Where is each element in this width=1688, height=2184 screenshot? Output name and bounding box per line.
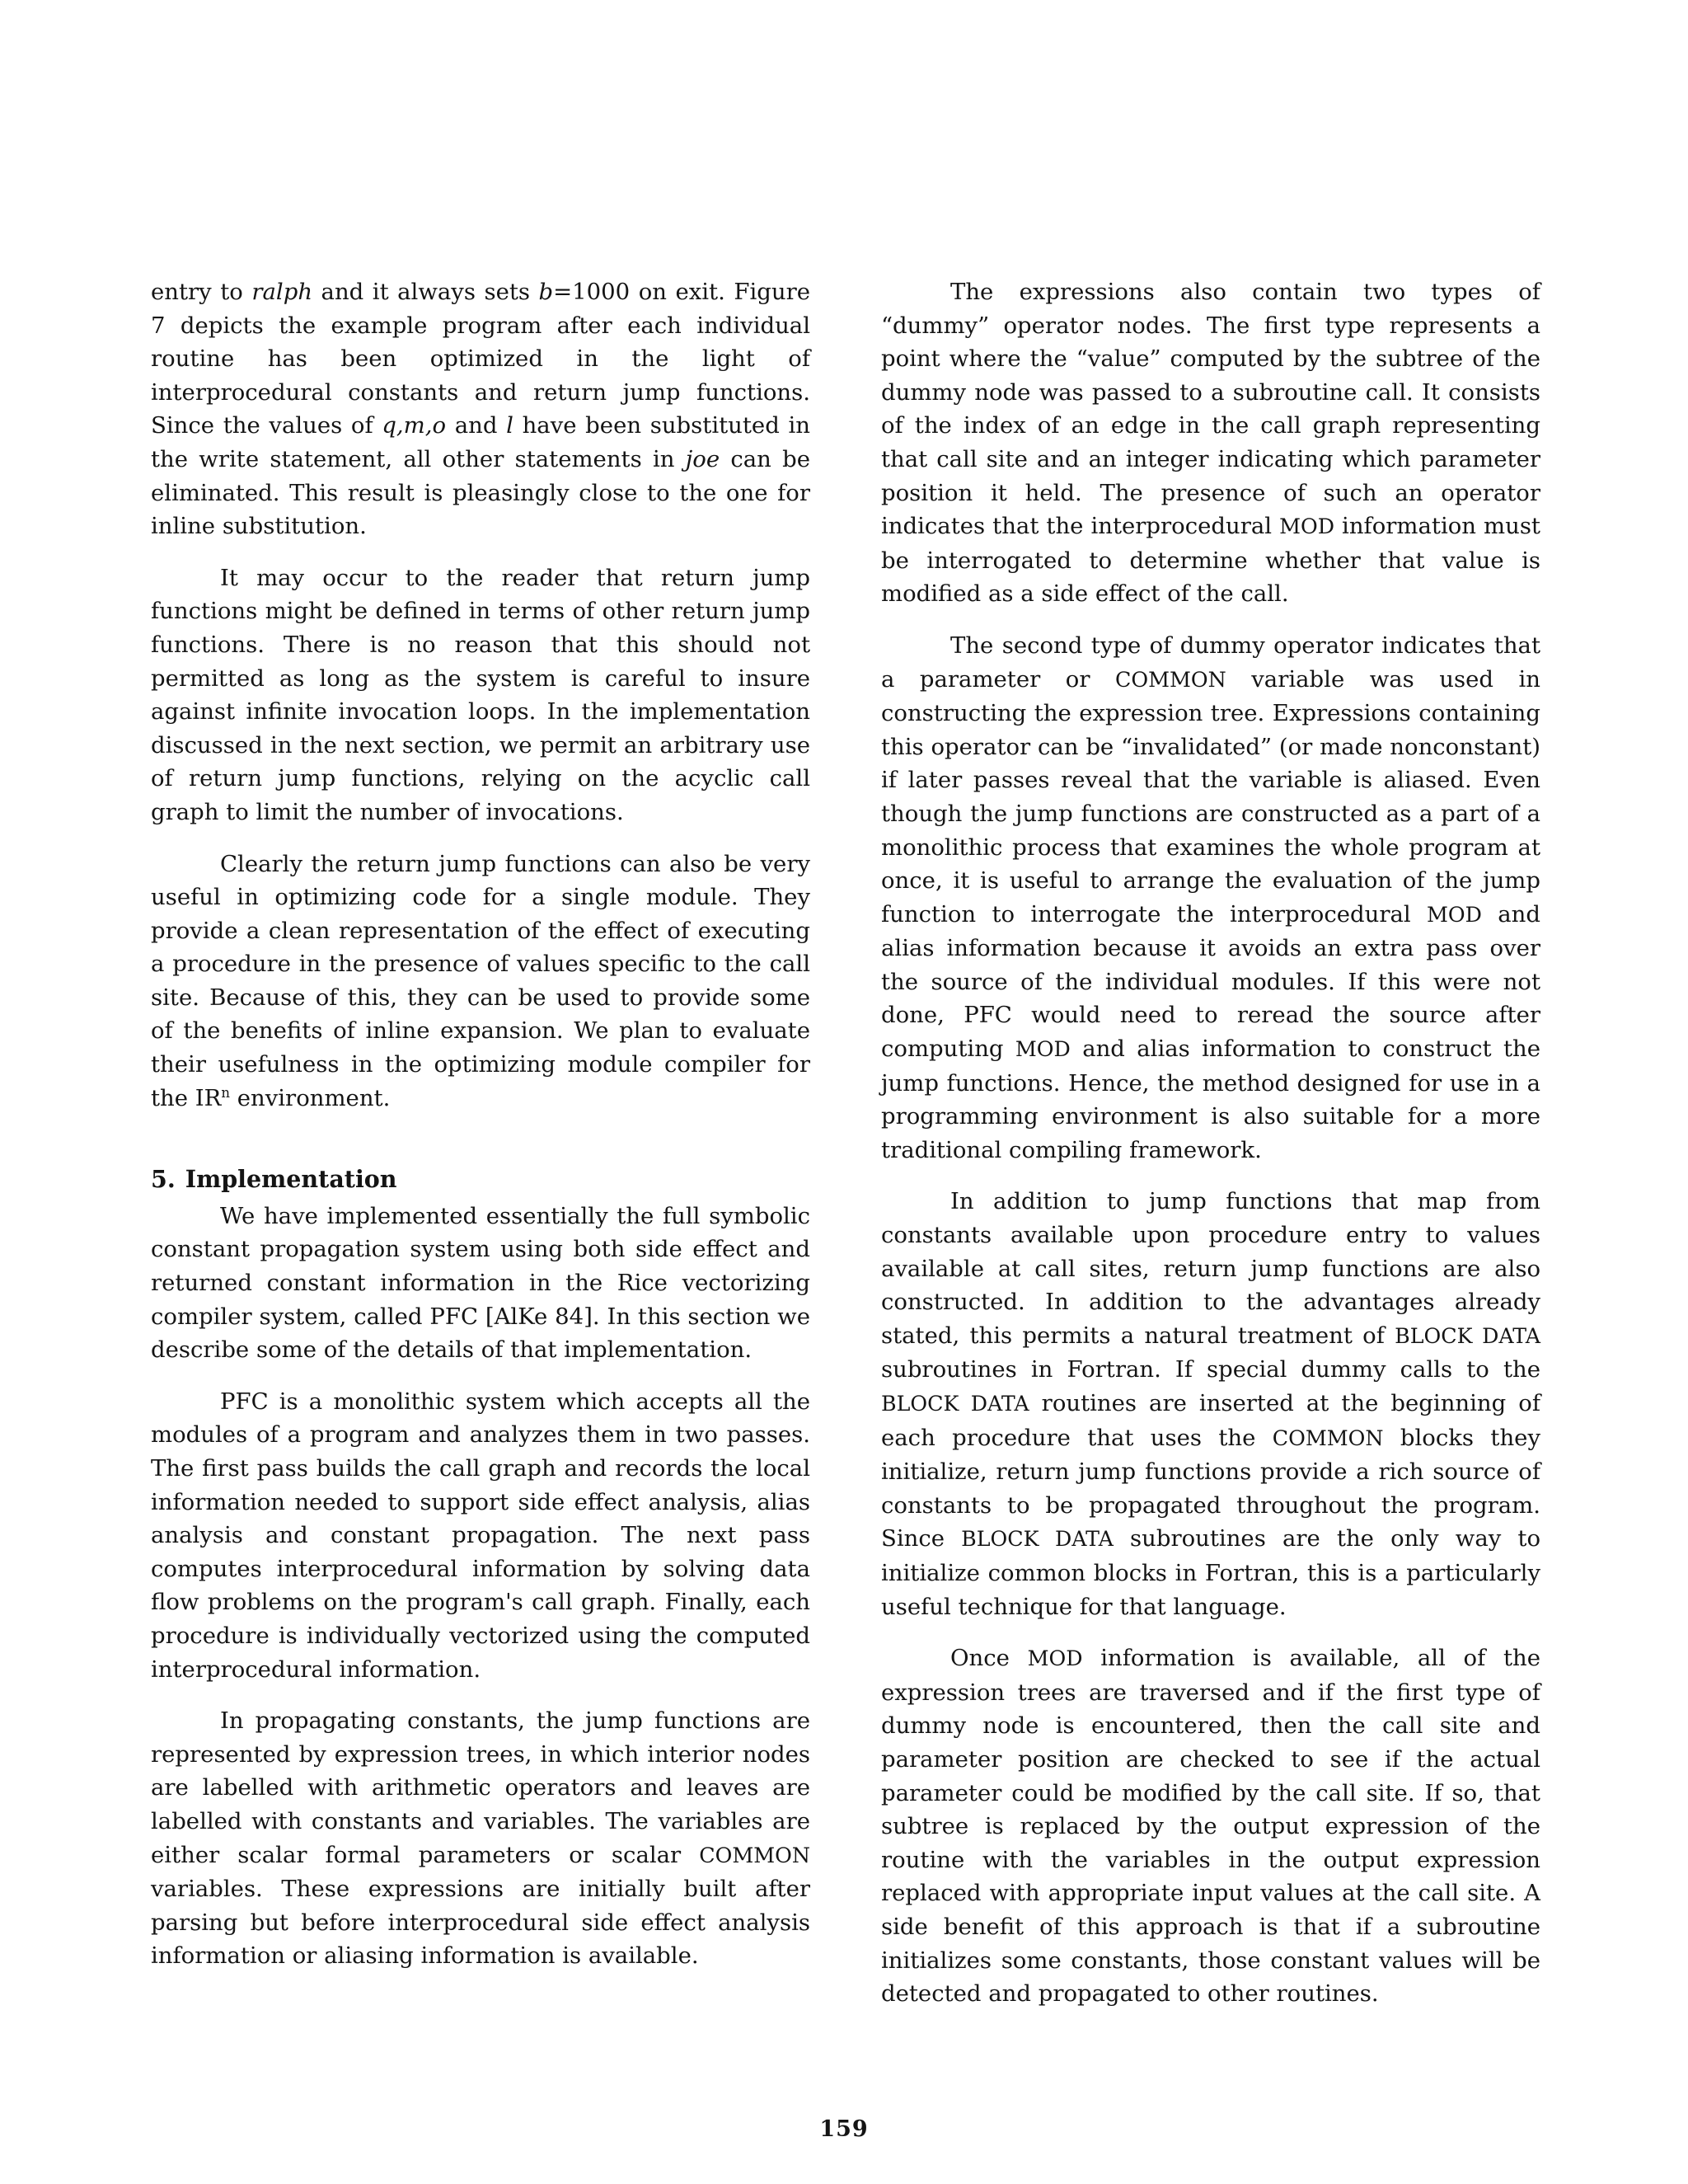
routine-name-ralph: ralph (251, 279, 313, 305)
paragraph-mod-traversal: Once MOD information is available, all of the expression trees are traversed and if the first type of dummy node is encountered, then the call site and parameter position are checked to see if the actual parameter could be modified by the call site. If so, that subtree is replaced by the output expression of the routine with the variables in the output expression replaced with appropriate input values at the call site. A side benefit of this approach is that if a subroutine initializes some constants, those constant values will be detected and propagated to other routines. (881, 1645, 1540, 2008)
paragraph-dummy-operator-nodes: The expressions also contain two types of “dummy” operator nodes. The first type represents a point where the “value” computed by the subtree of the dummy node was passed to a subroutine call. It consists of the index of an edge in the call graph representing that call site and an integer indicating which parameter position it held. The presence of such an operator indicates that the interprocedural MOD information must be interrogated to determine whether that value is modified as a side effect of the call. (881, 279, 1540, 608)
paragraph-pfc-passes: PFC is a monolithic system which accepts all the modules of a program and analyzes them in two passes. The first pass builds the call graph and records the local information needed to support side effect analysis, alias analysis and constant propagation. The next pass computes interprocedural information by solving data flow problems on the program's call graph. Finally, each procedure is individually vectorized using the computed interprocedural information. (151, 1388, 810, 1683)
paragraph-second-dummy-type: The second type of dummy operator indicates that a parameter or COMMON variable was used in constructing the expression tree. Expressions containing this operator can be “invalidated” (or made nonconstant) if later passes reveal that the variable is aliased. Even though the jump functions are constructed as a part of a monolithic process that examines the whole program at once, it is useful to arrange the evaluation of the jump function to interrogate the interprocedural MOD and alias information because it avoids an extra pass over the source of the individual modules. If this were not done, PFC would need to reread the source after computing MOD and alias information to construct the jump functions. Hence, the method designed for use in a programming environment is also suitable for a more traditional compiling framework. (881, 632, 1540, 1163)
variable-l: l (506, 412, 513, 439)
page-number: 159 (819, 2116, 869, 2142)
ir-environment-name: IR (195, 1084, 222, 1111)
paragraph-single-module-use: Clearly the return jump functions can also be very useful in optimizing code for a single module. They provide a clean representation of the effect of executing a procedure in the presence of values specific to the call site. Because of this, they can be used to provide some of the benefits of inline expansion. We plan to evaluate their usefulness in the optimizing module compiler for the $IR^n$ environment. (151, 850, 810, 1111)
paragraph-return-jump-recursion: It may occur to the reader that return jump functions might be defined in terms of other return jump functions. There is no reason that this should not permitted as long as the system is careful to insure against infinite invocation loops. In the implementation discussed in the next section, we permit an arbitrary use of return jump functions, relying on the acyclic call graph to limit the number of invocations. (151, 564, 810, 825)
variable-b: b (538, 279, 554, 305)
left-column (151, 275, 810, 1991)
right-column (881, 275, 1540, 2029)
routine-name-joe: joe (685, 445, 720, 472)
paragraph-ralph-example: entry to ralph and it always sets b=1000 on exit. Figure 7 depicts the example program after each individual routine has been optimized in the light of interprocedural constants and return jump functions. Since the values of q,m,o and l have been substituted in the write statement, all other statements in joe can be eliminated. This result is pleasingly close to the one for inline substitution. (151, 279, 810, 540)
paragraph-expression-trees: In propagating constants, the jump functions are represented by expression trees, in which interior nodes are labelled with arithmetic operators and leaves are labelled with constants and variables. The variables are either scalar formal parameters or scalar COMMON variables. These expressions are initially built after parsing but before interprocedural side effect analysis information or aliasing information is available. (151, 1707, 810, 1970)
paragraph-implementation-intro: We have implemented essentially the full symbolic constant propagation system using both side effect and returned constant information in the Rice vectorizing compiler system, called PFC [AlKe 84]. In this section we describe some of the details of that implementation. (151, 1202, 810, 1364)
paragraph-block-data: In addition to jump functions that map from constants available upon procedure entry to values available at call sites, return jump functions are also constructed. In addition to the advantages already stated, this permits a natural treatment of BLOCK DATA subroutines in Fortran. If special dummy calls to the BLOCK DATA routines are inserted at the beginning of each procedure that uses the COMMON blocks they initialize, return jump functions provide a rich source of constants to be propagated throughout the program. Since BLOCK DATA subroutines are the only way to initialize common blocks in Fortran, this is a particularly useful technique for that language. (881, 1188, 1541, 1620)
section-heading-implementation: 5. Implementation (151, 1165, 397, 1194)
variables-qmo: q,m,o (382, 412, 447, 439)
